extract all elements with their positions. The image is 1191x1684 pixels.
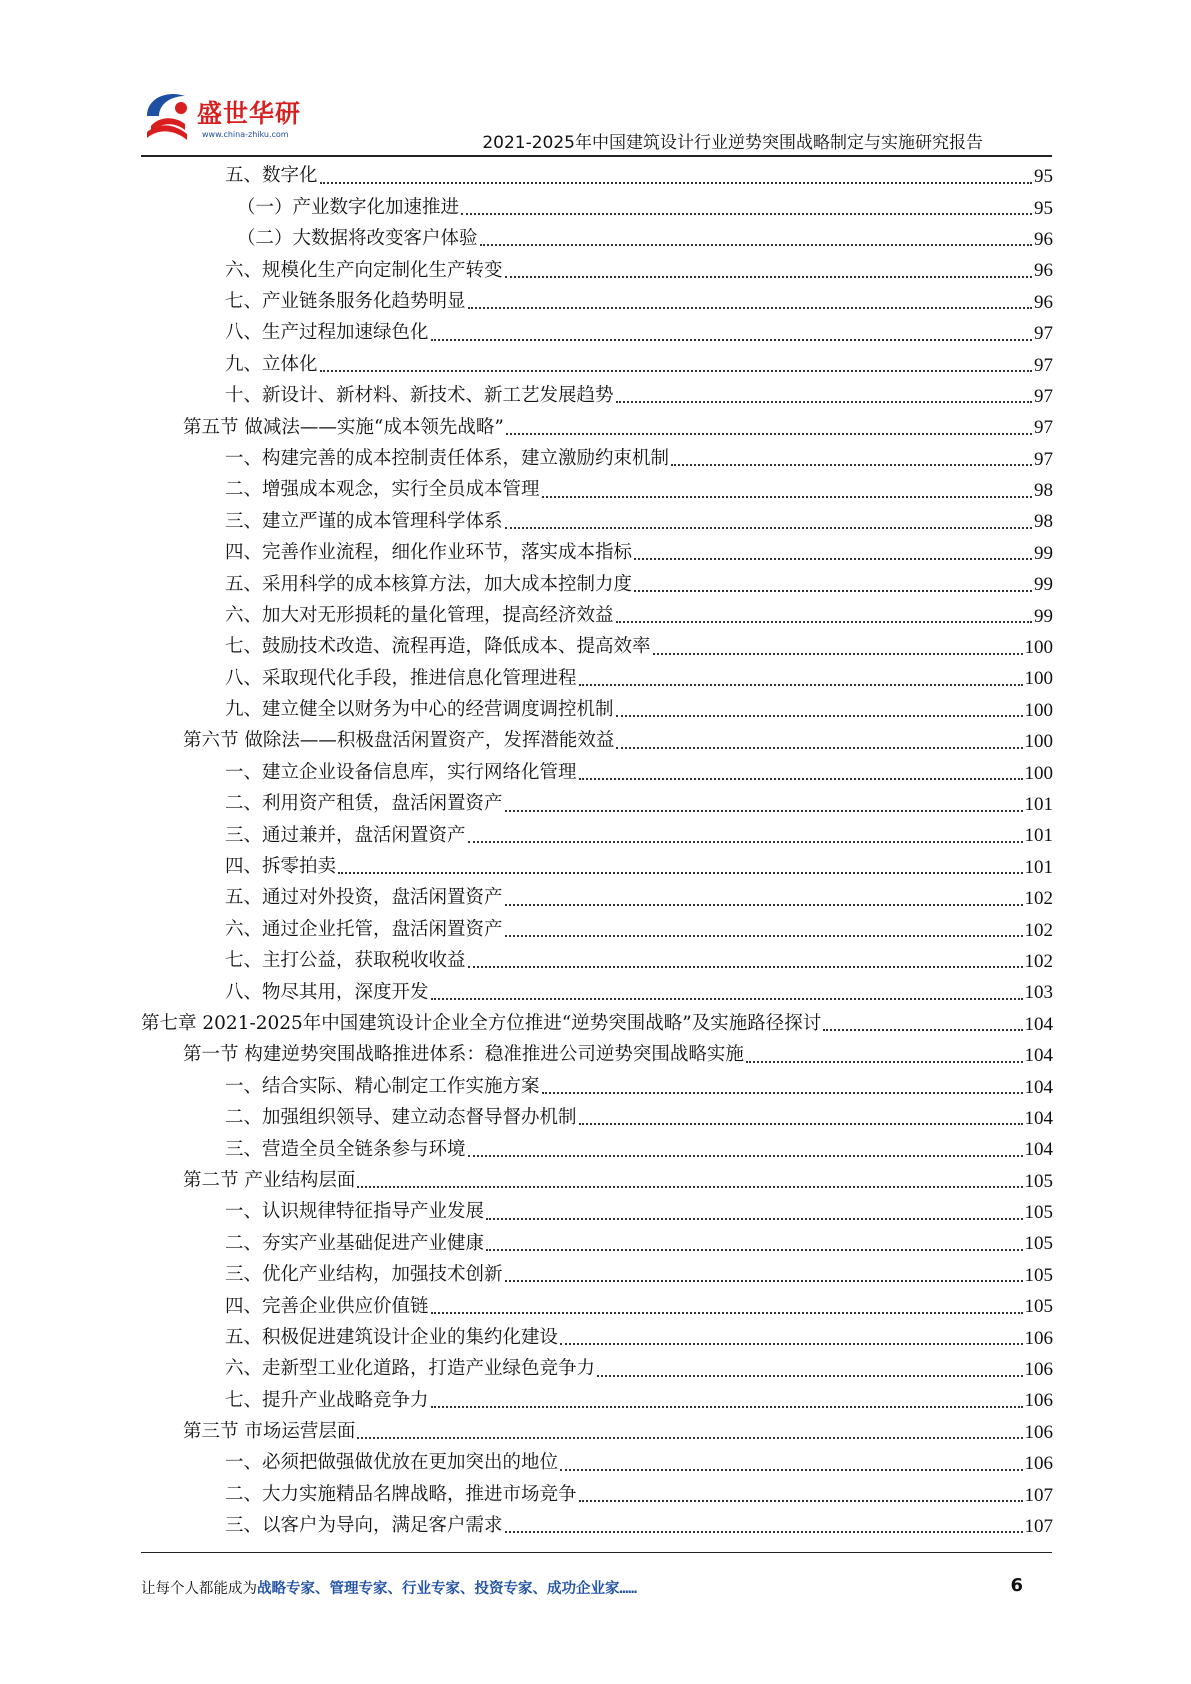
toc-entry-page: 95 [1034,166,1053,188]
toc-leader-dots [320,182,1032,184]
footer-slogan [141,1577,637,1598]
toc-entry[interactable] [141,192,1053,223]
toc-entry-page: 100 [1024,731,1053,753]
toc-entry-page: 107 [1024,1515,1053,1537]
toc-leader-dots [746,1061,1023,1063]
toc-leader-dots [357,1437,1022,1439]
toc-leader-dots [505,810,1023,812]
toc-entry-page: 105 [1024,1264,1053,1286]
toc-entry-page: 98 [1034,511,1053,533]
toc-entry-page: 105 [1024,1202,1053,1224]
toc-entry-page: 106 [1024,1421,1053,1443]
toc-leader-dots [616,621,1032,623]
toc-leader-dots [653,653,1023,655]
toc-entry[interactable] [141,1322,1053,1353]
toc-entry-page: 98 [1034,480,1053,502]
toc-leader-dots [486,1249,1022,1251]
toc-entry-page: 96 [1034,291,1053,313]
toc-leader-dots [634,558,1032,560]
toc-entry[interactable] [141,977,1053,1008]
toc-entry-page: 97 [1034,417,1053,439]
toc-entry[interactable] [141,444,1053,475]
toc-entry-title: 二、加强组织领导、建立动态督导督办机制 [225,1107,577,1129]
toc-entry-title: 三、通过兼并，盘活闲置资产 [225,824,466,846]
toc-leader-dots [431,998,1023,1000]
toc-entry-title: 二、增强成本观念，实行全员成本管理 [225,479,540,501]
toc-entry-page: 99 [1034,605,1053,627]
toc-entry-page: 104 [1024,1139,1053,1161]
toc-entry-title: （一）产业数字化加速推进 [237,196,460,218]
toc-entry-title: 七、鼓励技术改造、流程再造，降低成本、提高效率 [225,636,651,658]
header-divider [141,155,1052,157]
toc-entry[interactable] [141,757,1053,788]
toc-entry-title: 五、采用科学的成本核算方法，加大成本控制力度 [225,573,633,595]
toc-leader-dots [468,966,1023,968]
toc-entry-page: 101 [1024,825,1053,847]
page-number: 6 [1010,1575,1023,1596]
toc-entry-title: 三、优化产业结构，加强技术创新 [225,1264,503,1286]
toc-leader-dots [505,1280,1023,1282]
toc-leader-dots [431,1312,1023,1314]
toc-entry-title: 七、产业链条服务化趋势明显 [225,291,466,312]
toc-entry[interactable] [141,1166,1053,1197]
toc-entry[interactable] [141,852,1053,883]
toc-entry[interactable] [141,224,1053,255]
toc-entry-page: 100 [1024,699,1053,721]
toc-entry-title: 一、必须把做强做优放在更加突出的地位 [225,1452,559,1474]
toc-entry-title: 三、营造全员全链条参与环境 [225,1138,466,1160]
toc-entry[interactable] [141,287,1053,318]
toc-leader-dots [320,370,1032,372]
toc-leader-dots [431,1406,1023,1408]
toc-entry-page: 106 [1024,1390,1053,1412]
toc-entry[interactable] [141,883,1053,914]
toc-entry[interactable] [141,1385,1053,1416]
toc-entry-title: 第七章 2021-2025年中国建筑设计企业全方位推进“逆势突围战略”及实施路径探讨 [141,1012,822,1034]
toc-entry-page: 106 [1024,1453,1053,1475]
report-title: 2021-2025年中国建筑设计行业逆势突围战略制定与实施研究报告 [482,133,983,153]
toc-entry-page: 106 [1024,1359,1053,1381]
toc-entry-page: 104 [1024,1107,1053,1129]
toc-entry[interactable] [141,1511,1053,1542]
toc-entry-title: 五、数字化 [225,165,318,187]
toc-entry-title: 五、积极促进建筑设计企业的集约化建设 [225,1326,559,1348]
toc-entry[interactable] [141,946,1053,977]
toc-entry-page: 97 [1034,354,1053,376]
toc-entry-page: 105 [1024,1170,1053,1192]
toc-entry[interactable] [141,1197,1053,1228]
toc-leader-dots [486,1218,1022,1220]
toc-entry-page: 103 [1024,982,1053,1004]
toc-entry-title: 第一节 构建逆势突围战略推进体系：稳准推进公司逆势突围战略实施 [183,1044,744,1066]
toc-entry[interactable] [141,726,1053,757]
toc-entry[interactable] [141,161,1053,192]
toc-leader-dots [542,496,1032,498]
toc-leader-dots [338,872,1022,874]
toc-entry[interactable] [141,1448,1053,1479]
toc-entry-page: 97 [1034,385,1053,407]
toc-entry[interactable] [141,1354,1053,1385]
toc-entry[interactable] [141,663,1053,694]
toc-entry-title: 八、采取现代化手段，推进信息化管理进程 [225,667,577,689]
toc-entry[interactable] [141,349,1053,380]
toc-entry[interactable] [141,506,1053,537]
toc-entry-title: 七、提升产业战略竞争力 [225,1389,429,1411]
toc-entry-title: 第五节 做减法——实施“成本领先战略” [183,416,504,438]
toc-entry-page: 102 [1024,950,1053,972]
logo-mark-icon [141,86,203,148]
toc-leader-dots [560,1343,1022,1345]
toc-entry-page: 97 [1034,448,1053,470]
toc-leader-dots [468,1155,1023,1157]
toc-entry-title: 一、结合实际、精心制定工作实施方案 [225,1075,540,1097]
toc-entry[interactable] [141,632,1053,663]
toc-entry-title: 四、完善企业供应价值链 [225,1295,429,1317]
toc-leader-dots [671,464,1032,466]
toc-entry[interactable] [141,412,1053,443]
toc-leader-dots [505,904,1023,906]
toc-entry[interactable] [141,1260,1053,1291]
toc-entry-page: 95 [1034,197,1053,219]
toc-entry[interactable] [141,1040,1053,1071]
toc-leader-dots [468,307,1032,309]
toc-entry[interactable] [141,600,1053,631]
toc-entry[interactable] [141,1071,1053,1102]
toc-entry[interactable] [141,1479,1053,1510]
toc-leader-dots [634,590,1032,592]
toc-entry-title: 八、生产过程加速绿色化 [225,322,429,344]
toc-entry-title: 第六节 做除法——积极盘活闲置资产，发挥潜能效益 [183,730,615,752]
toc-entry[interactable] [141,1417,1053,1448]
toc-entry-page: 100 [1024,637,1053,659]
toc-leader-dots [505,527,1032,529]
toc-leader-dots [560,1469,1022,1471]
toc-entry-page: 100 [1024,668,1053,690]
toc-entry-title: 一、构建完善的成本控制责任体系，建立激励约束机制 [225,447,670,469]
toc-entry[interactable] [141,789,1053,820]
toc-entry-page: 99 [1034,574,1053,596]
toc-entry-title: 第二节 产业结构层面 [183,1169,356,1191]
toc-entry-title: 一、认识规律特征指导产业发展 [225,1201,485,1223]
toc-leader-dots [506,433,1032,435]
toc-entry-title: （二）大数据将改变客户体验 [237,228,478,250]
slogan-prefix: 让每个人都能成为 [141,1581,257,1597]
toc-leader-dots [616,747,1022,749]
toc-entry-page: 106 [1024,1327,1053,1349]
toc-leader-dots [616,715,1023,717]
toc-entry-title: 二、夯实产业基础促进产业健康 [225,1232,485,1254]
toc-entry[interactable] [141,820,1053,851]
toc-entry-page: 102 [1024,919,1053,941]
toc-leader-dots [579,1123,1023,1125]
toc-entry[interactable] [141,1228,1053,1259]
toc-entry-page: 104 [1024,1076,1053,1098]
toc-entry-title: 二、利用资产租赁，盘活闲置资产 [225,793,503,815]
toc-entry-title: 一、建立企业设备信息库，实行网络化管理 [225,761,577,783]
toc-leader-dots [357,1186,1022,1188]
toc-entry-title: 六、通过企业托管，盘活闲置资产 [225,918,503,940]
logo-url: www.china-zhiku.com [202,130,289,139]
toc-entry-title: 四、拆零拍卖 [225,856,337,878]
company-logo [141,86,311,148]
toc-entry[interactable] [141,695,1053,726]
slogan-ellipsis: …… [619,1581,637,1597]
toc-entry-title: 三、以客户为导向，满足客户需求 [225,1515,503,1537]
toc-leader-dots [579,684,1023,686]
toc-entry-title: 九、建立健全以财务为中心的经营调度调控机制 [225,699,614,721]
toc-entry-title: 七、主打公益，获取税收收益 [225,950,466,972]
footer-divider [141,1552,1052,1553]
toc-entry-title: 三、建立严谨的成本管理科学体系 [225,510,503,532]
toc-entry-page: 99 [1034,542,1053,564]
toc-leader-dots [597,1375,1022,1377]
toc-entry-title: 六、走新型工业化道路，打造产业绿色竞争力 [225,1358,596,1380]
toc-entry[interactable] [141,1134,1053,1165]
toc-entry-page: 104 [1024,1013,1053,1035]
toc-leader-dots [505,276,1032,278]
toc-entry[interactable] [141,1009,1053,1040]
toc-entry-page: 96 [1034,260,1053,282]
toc-entry-title: 十、新设计、新材料、新技术、新工艺发展趋势 [225,385,614,407]
toc-entry-page: 105 [1024,1296,1053,1318]
toc-entry-page: 96 [1034,228,1053,250]
toc-entry-title: 二、大力实施精品名牌战略，推进市场竞争 [225,1483,577,1505]
toc-entry-page: 104 [1024,1045,1053,1067]
toc-entry-title: 五、通过对外投资，盘活闲置资产 [225,887,503,909]
toc-entry[interactable] [141,914,1053,945]
toc-leader-dots [579,778,1023,780]
toc-entry-page: 102 [1024,888,1053,910]
toc-leader-dots [461,213,1032,215]
toc-entry[interactable] [141,381,1053,412]
toc-entry[interactable] [141,1291,1053,1322]
toc-entry[interactable] [141,255,1053,286]
toc-leader-dots [579,1500,1023,1502]
toc-entry-title: 六、规模化生产向定制化生产转变 [225,259,503,281]
toc-entry[interactable] [141,538,1053,569]
toc-entry-title: 第三节 市场运营层面 [183,1421,356,1443]
toc-entry-title: 九、立体化 [225,353,318,375]
toc-entry-title: 四、完善作业流程，细化作业环节，落实成本指标 [225,542,633,564]
toc-entry-title: 八、物尽其用，深度开发 [225,981,429,1003]
toc-leader-dots [542,1092,1023,1094]
table-of-contents [141,161,1053,1542]
logo-name: 盛世华研 [197,99,302,128]
toc-entry[interactable] [141,475,1053,506]
toc-leader-dots [468,841,1023,843]
toc-entry-page: 101 [1024,856,1053,878]
toc-entry[interactable] [141,318,1053,349]
toc-entry[interactable] [141,569,1053,600]
toc-leader-dots [505,935,1023,937]
slogan-highlight: 战略专家、管理专家、行业专家、投资专家、成功企业家 [257,1581,620,1597]
toc-leader-dots [505,1531,1023,1533]
toc-entry-page: 97 [1034,323,1053,345]
toc-leader-dots [823,1029,1022,1031]
toc-entry-title: 六、加大对无形损耗的量化管理，提高经济效益 [225,604,614,626]
toc-leader-dots [480,244,1032,246]
toc-leader-dots [431,339,1032,341]
toc-entry[interactable] [141,1103,1053,1134]
toc-entry-page: 101 [1024,794,1053,815]
toc-leader-dots [616,401,1032,403]
toc-entry-page: 100 [1024,762,1053,784]
toc-entry-page: 107 [1024,1484,1053,1506]
toc-entry-page: 105 [1024,1233,1053,1255]
